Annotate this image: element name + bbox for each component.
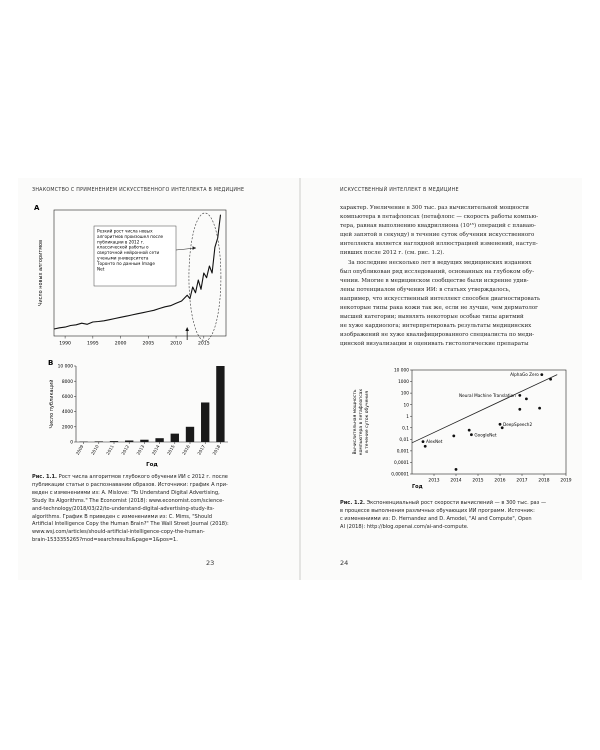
scatter-point — [540, 373, 543, 376]
highlight-ellipse — [189, 213, 221, 341]
y-tick-label: 0,0001 — [393, 461, 409, 467]
x-tick-label: 2018 — [211, 444, 222, 456]
scatter-point — [468, 429, 471, 432]
caption-label: Рис. 1.2. — [340, 500, 365, 506]
y-axis-label: Число новых алгоритмов — [38, 239, 44, 307]
chart-a — [32, 202, 242, 352]
x-tick-label: 2017 — [196, 444, 207, 456]
y-tick-label: 6000 — [61, 395, 73, 400]
body-line: не хуже кардиолога; интерпретировать результаты медицинских — [340, 323, 532, 330]
caption-line: Study Its Algorithms." The Economist (2018): www.economist.com/science- — [32, 497, 225, 504]
bar-2017 — [201, 402, 209, 442]
scatter-point — [499, 423, 502, 426]
caption-line: Artificial Intelligence Copy the Human Brain?" The Wall Street Journal (2018): — [32, 521, 229, 528]
x-tick-label: 2005 — [142, 341, 155, 347]
scatter-point — [538, 407, 541, 410]
x-tick-label: 2011 — [105, 444, 115, 456]
body-line: интеллекта является наглядной иллюстрацией изменений, наступ- — [340, 241, 538, 248]
scatter-point — [422, 440, 425, 443]
point-label: Neural Machine Translation — [458, 393, 516, 399]
caption-line: and-technology/2018/03/22/to-understand-digital-advertising-study-its- — [32, 505, 215, 512]
y-axis-label-line: в течение суток обучения — [365, 391, 370, 453]
x-tick-label: 2000 — [114, 341, 127, 347]
bar-2018 — [216, 366, 224, 442]
y-tick-label: 0,1 — [402, 426, 409, 432]
caption-line: веден с изменениями из: A. Mislove: "To Understand Digital Advertising, — [32, 489, 220, 496]
y-tick-label: 2000 — [61, 425, 73, 431]
caption-line: brain-1533355265?mod=searchresults&page=1&pos=1. — [32, 537, 178, 544]
annotation-text: Резкий рост числа новых алгоритмов произошел после публикации в 2012 г. классической работы о сверточной нейронной сети учеными университета Торонто по данным Image Net — [97, 228, 164, 272]
x-tick-label: 2014 — [450, 478, 462, 484]
body-line: компьютера в петафлопсах (петафлопс — скорость работы компью- — [340, 214, 539, 221]
x-tick-label: 2010 — [89, 444, 100, 456]
x-tick-label: 2018 — [538, 478, 550, 484]
x-tick-label: 2010 — [170, 341, 182, 347]
chart-c — [340, 364, 572, 494]
right-running-head: ИСКУССТВЕННЫЙ ИНТЕЛЛЕКТ В МЕДИЦИНЕ — [340, 188, 459, 193]
y-tick-label: 1 — [406, 414, 409, 420]
book-spread — [18, 178, 582, 580]
x-tick-label: 2016 — [494, 478, 506, 484]
x-tick-label: 2014 — [150, 444, 161, 456]
y-tick-label: 0,001 — [396, 449, 409, 455]
y-tick-label: 10 — [403, 403, 409, 409]
x-tick-label: 1995 — [86, 341, 99, 347]
point-label: GoogleNet — [474, 432, 497, 438]
body-line: некоторые типы рака кожи так же, если не лучше, чем дерматолог — [340, 305, 539, 312]
x-tick-label: 2012 — [120, 444, 131, 456]
left-caption — [32, 474, 294, 545]
caption-line: algorithms. График В приведен с изменениями из: C. Mims, "Should — [32, 513, 212, 520]
y-tick-label: 1000 — [398, 380, 409, 386]
body-line: щей запятой в секунду) в течение суток обучения искусственного — [340, 232, 535, 239]
left-page-number: 23 — [206, 559, 215, 567]
plot-frame — [412, 370, 566, 474]
body-line: цинской визуализации и оценивать гистологические препараты — [340, 341, 529, 348]
right-page-number: 24 — [340, 559, 349, 567]
caption-label: Рис. 1.1. — [32, 474, 57, 480]
y-tick-label: 10 000 — [393, 368, 409, 374]
body-line: чении. Многие в медицинском сообществе были искренне удив- — [340, 277, 529, 284]
x-axis-label: Год — [146, 462, 158, 468]
x-axis-label: Год — [412, 484, 423, 490]
x-tick-label: 2016 — [181, 444, 191, 456]
point-label: AlphaGo Zero — [510, 372, 539, 378]
y-tick-label: 100 — [400, 391, 409, 397]
y-tick-label: 0 — [70, 440, 73, 446]
y-tick-label: 10 000 — [57, 364, 73, 370]
bar-2013 — [140, 440, 148, 442]
x-tick-label: 2013 — [135, 444, 146, 456]
panel-label-a: A — [34, 204, 40, 212]
left-running-head: ЗНАКОМСТВО С ПРИМЕНЕНИЕМ ИСКУССТВЕННОГО ИНТЕЛЛЕКТА В МЕДИЦИНЕ — [32, 188, 245, 193]
scatter-point — [452, 434, 455, 437]
scatter-point — [549, 378, 552, 381]
right-caption — [340, 500, 572, 532]
scatter-point — [518, 394, 521, 397]
body-line: тера, равная выполнению квадриллиона (10¹⁵) операций с плаваю- — [340, 223, 536, 230]
body-line: характер. Увеличение в 300 тыс. раз вычислительной мощности — [340, 205, 529, 211]
x-tick-label: 2009 — [74, 444, 85, 456]
body-line: высшей категории; выявлять некоторые особые типы аритмий — [340, 314, 524, 321]
x-tick-label: 2015 — [165, 444, 176, 456]
y-axis-label-line: Вычислительная мощность — [353, 389, 358, 455]
caption-line: публикации статьи о распознавании образов. Источники: график А при- — [32, 481, 228, 488]
point-label: DeepSpeech2 — [503, 421, 533, 427]
bar-2011 — [110, 441, 118, 442]
body-line: За последние несколько лет в ведущих медицинских изданиях — [348, 259, 532, 266]
x-tick-label: 2017 — [516, 478, 528, 484]
scatter-point — [455, 468, 458, 471]
body-line: пивших после 2012 г. (см. рис. 1.2). — [340, 250, 445, 257]
x-tick-label: 2015 — [197, 341, 210, 347]
y-tick-label: 8000 — [61, 379, 73, 385]
bar-2010 — [95, 441, 103, 442]
caption-line: www.wsj.com/articles/should-artificial-intelligence-copy-the-human- — [32, 529, 205, 536]
caption-line: Рис. 1.2. Экспоненциальный рост скорости вычислений — в 300 тыс. раз — — [340, 500, 547, 506]
bar-2015 — [171, 434, 179, 442]
scatter-point — [525, 397, 528, 400]
caption-line: в процессе выполнения различных обучающих ИИ программ. Источник: — [340, 507, 535, 514]
caption-line: с изменениями из: D. Hernandez and D. Amodei, "AI and Compute", Open — [340, 515, 532, 522]
y-axis-label: Число публикаций — [49, 379, 55, 429]
caption-line: Рис. 1.1. Рост числа алгоритмов глубокого обучения ИИ с 2012 г. после — [32, 474, 228, 480]
caption-line: AI (2018): http://blog.openai.com/ai-and-compute. — [340, 523, 469, 530]
x-tick-label: 1990 — [59, 341, 71, 347]
chart-b — [32, 358, 242, 470]
left-page — [18, 178, 300, 580]
y-tick-label: 0,01 — [399, 437, 409, 443]
point-label: AlexNet — [426, 439, 443, 445]
annotation-arrowhead — [193, 246, 197, 250]
bar-2014 — [155, 438, 163, 442]
scatter-point — [501, 426, 504, 429]
panel-label-b: B — [48, 359, 54, 367]
right-page — [300, 178, 582, 580]
body-line: например, что искусственный интеллект способен диагностировать — [340, 295, 540, 302]
body-text — [340, 204, 570, 350]
y-tick-label: 0,00001 — [391, 472, 409, 478]
bar-2012 — [125, 440, 133, 442]
x-tick-label: 2013 — [428, 478, 440, 484]
x-tick-label: 2019 — [560, 478, 572, 484]
x-tick-label: 2015 — [472, 478, 484, 484]
body-line: изображений не хуже квалифицированного специалиста по меди- — [340, 332, 535, 339]
year-marker-head — [185, 327, 189, 331]
y-axis-label-line: компьютера в петафлопсах — [359, 388, 364, 456]
scatter-point — [470, 433, 473, 436]
y-tick-label: 4000 — [61, 410, 73, 416]
scatter-point — [518, 408, 521, 411]
body-line: был опубликован ряд исследований, основанных на глубоком обу- — [340, 268, 535, 275]
bar-2016 — [186, 427, 194, 442]
scatter-point — [424, 445, 427, 448]
body-line: лены потенциалом обучения ИИ: в статьях утверждалось, — [340, 286, 511, 293]
